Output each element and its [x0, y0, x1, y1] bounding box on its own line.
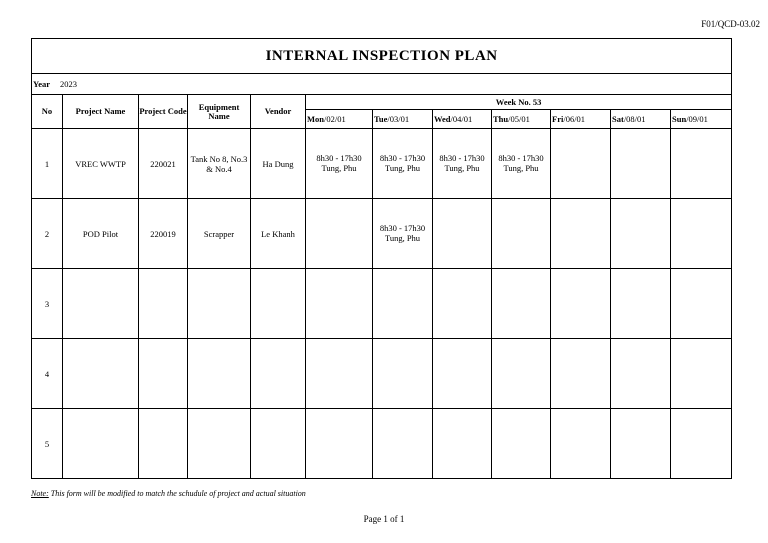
schedule-cell — [611, 339, 671, 409]
form-note — [31, 489, 306, 498]
day-header — [671, 110, 732, 129]
header-equipment-name: Equipment Name — [188, 95, 251, 129]
form-code: F01/QCD-03.02 — [701, 19, 760, 29]
day-header — [492, 110, 551, 129]
project-name-cell — [63, 409, 139, 479]
day-header — [611, 110, 671, 129]
inspection-plan-table — [31, 38, 732, 479]
day-date: /06/01 — [563, 114, 586, 124]
schedule-cell — [306, 199, 373, 269]
header-week: Week No. 53 — [306, 95, 732, 110]
schedule-cell — [551, 409, 611, 479]
schedule-time: 8h30 - 17h30 — [498, 152, 544, 163]
schedule-inspectors: Tung, Phu — [321, 162, 357, 173]
schedule-cell — [492, 339, 551, 409]
schedule-cell — [433, 339, 492, 409]
schedule-inspectors: Tung, Phu — [384, 232, 421, 243]
schedule-inspectors: Tung, Phu — [503, 162, 539, 173]
schedule-time: 8h30 - 17h30 — [439, 152, 485, 163]
equipment-name-cell: Tank No 8, No.3 & No.4 — [188, 129, 251, 199]
schedule-cell — [306, 339, 373, 409]
equipment-name-cell — [188, 339, 251, 409]
year-value: 2023 — [60, 79, 77, 89]
schedule-cell — [433, 269, 492, 339]
page-number: Page 1 of 1 — [363, 514, 405, 524]
schedule-inspectors: Tung, Phu — [384, 162, 421, 173]
schedule-time: 8h30 - 17h30 — [379, 152, 426, 163]
table-row — [32, 199, 732, 269]
project-name-cell — [63, 339, 139, 409]
day-date: /08/01 — [623, 114, 646, 124]
schedule-cell — [433, 129, 492, 199]
plan-title: INTERNAL INSPECTION PLAN — [32, 39, 732, 74]
note-text: This form will be modified to match the schudule of project and actual situation — [48, 489, 306, 498]
day-date: /05/01 — [508, 114, 530, 124]
year-row — [32, 74, 732, 95]
day-name: Sat — [612, 114, 624, 124]
schedule-cell — [671, 129, 732, 199]
schedule-cell — [373, 199, 433, 269]
schedule-cell — [671, 339, 732, 409]
header-project-code: Project Code — [139, 95, 188, 129]
schedule-cell — [611, 199, 671, 269]
schedule-cell — [492, 409, 551, 479]
schedule-cell — [492, 199, 551, 269]
day-date: /03/01 — [387, 114, 410, 124]
project-code-cell — [139, 269, 188, 339]
schedule-cell — [433, 199, 492, 269]
project-code-cell — [139, 409, 188, 479]
day-header — [373, 110, 433, 129]
day-header — [306, 110, 373, 129]
day-date: /09/01 — [686, 114, 708, 124]
year-label: Year — [33, 79, 50, 89]
row-number: 3 — [32, 269, 63, 339]
schedule-cell — [551, 339, 611, 409]
day-name: Sun — [672, 114, 687, 124]
schedule-cell — [492, 129, 551, 199]
day-name: Mon — [307, 114, 324, 124]
day-date: /02/01 — [324, 114, 346, 124]
day-name: Fri — [552, 114, 564, 124]
day-name: Wed — [434, 114, 451, 124]
vendor-cell — [251, 269, 306, 339]
schedule-cell — [373, 409, 433, 479]
day-name: Tue — [374, 114, 388, 124]
schedule-cell — [373, 269, 433, 339]
vendor-cell: Ha Dung — [251, 129, 306, 199]
table-row — [32, 339, 732, 409]
note-label: Note: — [31, 489, 49, 498]
equipment-name-cell — [188, 269, 251, 339]
project-code-cell — [139, 339, 188, 409]
vendor-cell: Le Khanh — [251, 199, 306, 269]
schedule-cell — [306, 269, 373, 339]
equipment-name-cell: Scrapper — [188, 199, 251, 269]
table-row — [32, 129, 732, 199]
schedule-cell — [433, 409, 492, 479]
schedule-cell — [611, 269, 671, 339]
day-date: /04/01 — [450, 114, 473, 124]
day-header — [551, 110, 611, 129]
schedule-cell — [671, 269, 732, 339]
schedule-cell — [611, 129, 671, 199]
equipment-name-cell — [188, 409, 251, 479]
row-number: 1 — [32, 129, 63, 199]
schedule-cell — [373, 129, 433, 199]
schedule-cell — [671, 409, 732, 479]
project-name-cell: POD Pilot — [63, 199, 139, 269]
vendor-cell — [251, 339, 306, 409]
row-number: 4 — [32, 339, 63, 409]
header-vendor: Vendor — [251, 95, 306, 129]
project-name-cell — [63, 269, 139, 339]
day-header — [433, 110, 492, 129]
header-no: No — [32, 95, 63, 129]
table-row — [32, 409, 732, 479]
schedule-cell — [671, 199, 732, 269]
schedule-time: 8h30 - 17h30 — [379, 222, 426, 233]
schedule-cell — [306, 129, 373, 199]
schedule-cell — [551, 129, 611, 199]
schedule-cell — [373, 339, 433, 409]
schedule-cell — [551, 269, 611, 339]
project-code-cell: 220019 — [139, 199, 188, 269]
vendor-cell — [251, 409, 306, 479]
schedule-cell — [551, 199, 611, 269]
schedule-cell — [611, 409, 671, 479]
row-number: 2 — [32, 199, 63, 269]
header-project-name: Project Name — [63, 95, 139, 129]
table-row — [32, 269, 732, 339]
schedule-time: 8h30 - 17h30 — [316, 152, 362, 163]
schedule-cell — [492, 269, 551, 339]
schedule-cell — [306, 409, 373, 479]
project-name-cell: VREC WWTP — [63, 129, 139, 199]
day-name: Thu — [493, 114, 509, 124]
row-number: 5 — [32, 409, 63, 479]
project-code-cell: 220021 — [139, 129, 188, 199]
schedule-inspectors: Tung, Phu — [444, 162, 480, 173]
